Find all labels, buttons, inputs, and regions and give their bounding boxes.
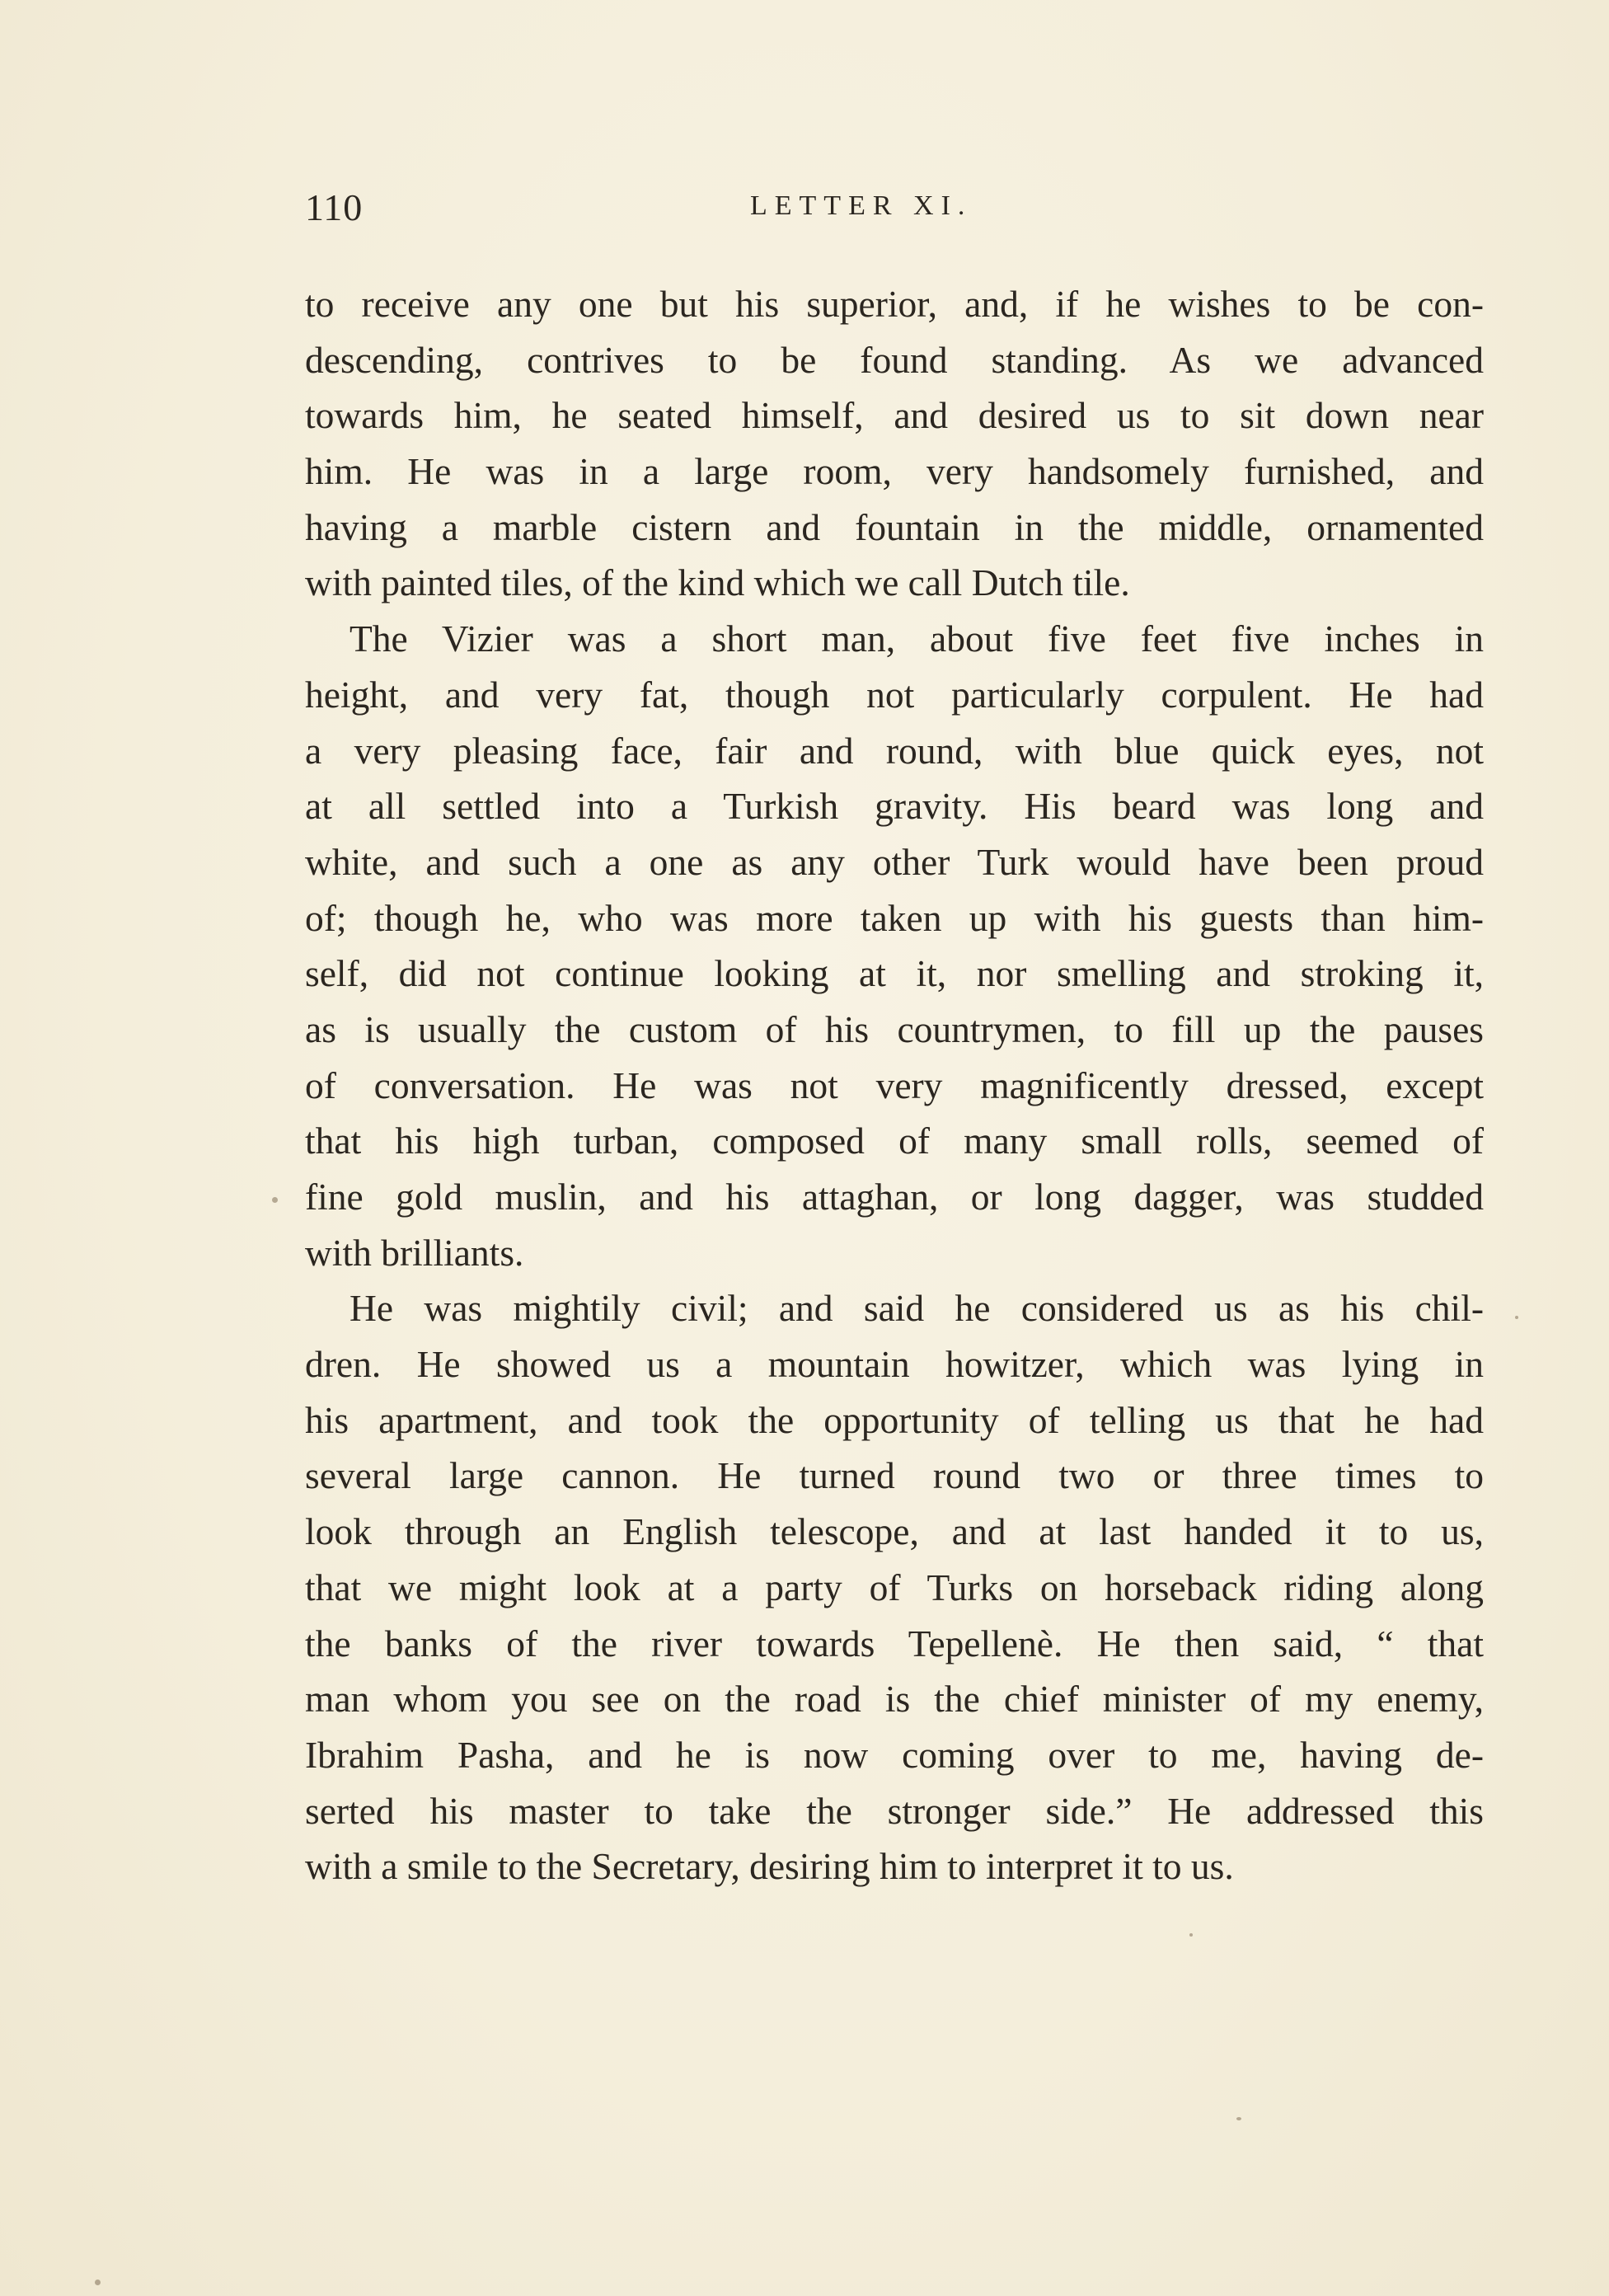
text-line: height, and very fat, though not particularly corpulent. He had — [305, 673, 1484, 716]
paper-speck — [1236, 2117, 1241, 2120]
text-line: look through an English telescope, and at last handed it to us, — [305, 1510, 1484, 1553]
text-line: The Vizier was a short man, about five feet five inches in — [349, 617, 1484, 660]
text-line: to receive any one but his superior, and, if he wishes to be con- — [305, 283, 1484, 325]
text-line: Ibrahim Pasha, and he is now coming over to me, having de- — [305, 1733, 1484, 1776]
text-line: the banks of the river towards Tepellenè. He then said, “ that — [305, 1622, 1484, 1664]
paragraph — [305, 611, 1484, 1280]
text-line: at all settled into a Turkish gravity. His beard was long and — [305, 785, 1484, 828]
paragraph — [305, 276, 1484, 611]
text-line: him. He was in a large room, very handsomely furnished, and — [305, 450, 1484, 493]
text-line: man whom you see on the road is the chief minister of my enemy, — [305, 1678, 1484, 1721]
text-line: having a marble cistern and fountain in the middle, ornamented — [305, 505, 1484, 548]
page-number: 110 — [305, 186, 364, 228]
text-line: of conversation. He was not very magnificently dressed, except — [305, 1063, 1484, 1106]
text-line: that his high turban, composed of many small rolls, seemed of — [305, 1120, 1484, 1162]
running-head — [305, 185, 1484, 243]
body-text — [305, 276, 1484, 1895]
text-line: of; though he, who was more taken up with his guests than him- — [305, 896, 1484, 939]
paper-speck — [1189, 1933, 1193, 1937]
text-line: He was mightily civil; and said he considered us as his chil- — [349, 1287, 1484, 1330]
text-line: his apartment, and took the opportunity of telling us that he had — [305, 1398, 1484, 1441]
paper-speck — [272, 1197, 278, 1203]
text-line: several large cannon. He turned round two or three times to — [305, 1454, 1484, 1497]
text-line: a very pleasing face, fair and round, with blue quick eyes, not — [305, 729, 1484, 772]
text-line: white, and such a one as any other Turk would have been proud — [305, 840, 1484, 883]
text-line: descending, contrives to be found standing. As we advanced — [305, 338, 1484, 381]
text-line: with brilliants. — [305, 1231, 524, 1274]
text-line: serted his master to take the stronger side.” He addressed this — [305, 1789, 1484, 1832]
text-line: that we might look at a party of Turks on horseback riding along — [305, 1566, 1484, 1608]
text-line: as is usually the custom of his countrymen, to fill up the pauses — [305, 1007, 1484, 1050]
text-line: fine gold muslin, and his attaghan, or long dagger, was studded — [305, 1176, 1484, 1218]
text-line: dren. He showed us a mountain howitzer, which was lying in — [305, 1343, 1484, 1386]
text-line: towards him, he seated himself, and desired us to sit down near — [305, 394, 1484, 437]
paper-speck — [95, 2280, 101, 2285]
text-line: with a smile to the Secretary, desiring him to interpret it to us. — [305, 1845, 1234, 1888]
running-title: LETTER XI. — [750, 190, 973, 221]
text-line: self, did not continue looking at it, nor smelling and stroking it, — [305, 952, 1484, 995]
paragraph — [305, 1280, 1484, 1895]
paper-speck — [1515, 1316, 1518, 1319]
text-line: with painted tiles, of the kind which we call Dutch tile. — [305, 561, 1130, 604]
